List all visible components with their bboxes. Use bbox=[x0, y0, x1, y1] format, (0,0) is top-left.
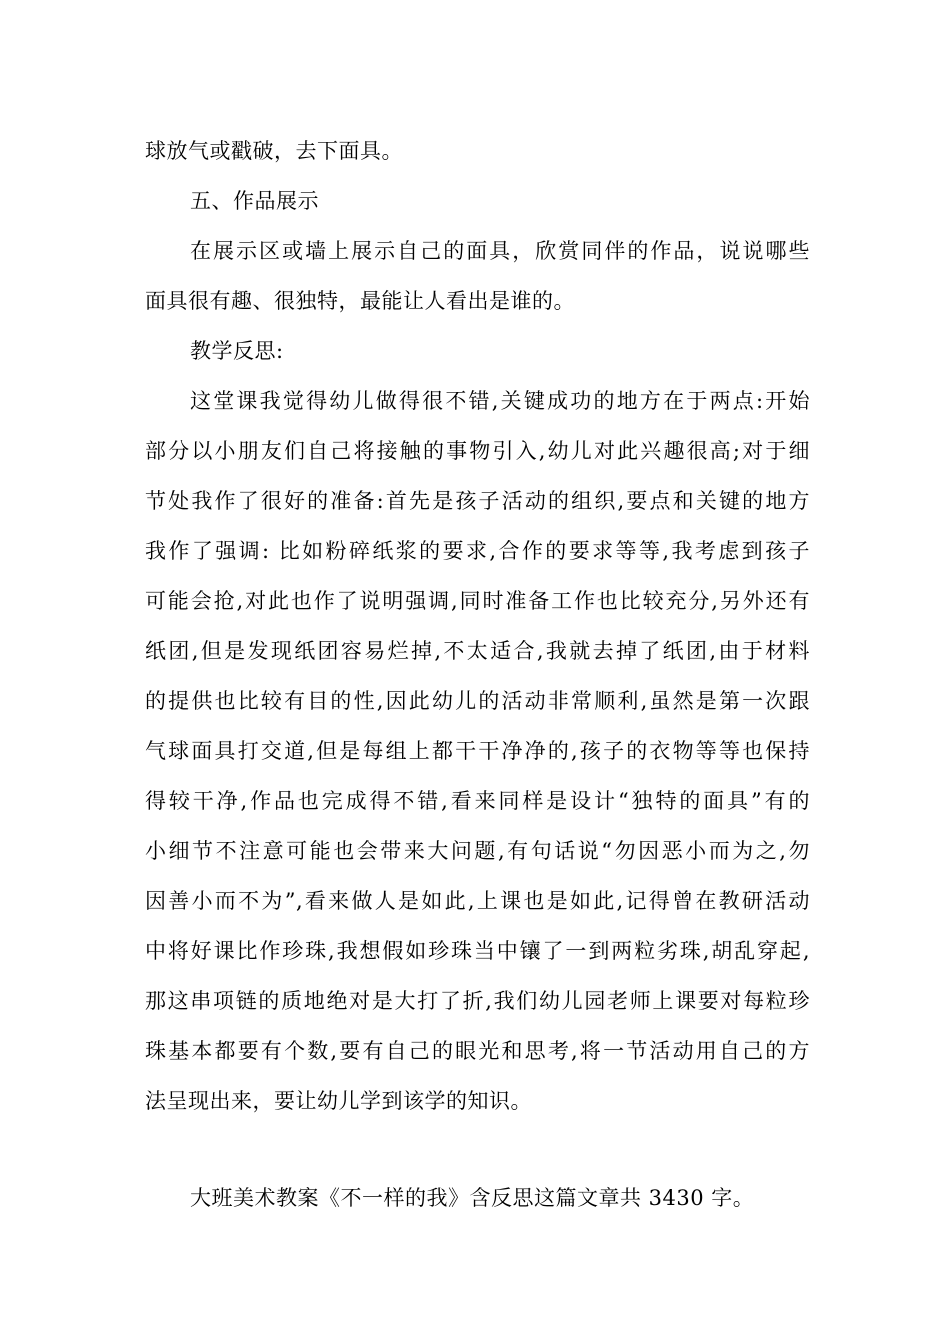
text-line-20: 法呈现出来，要让幼儿学到该学的知识。 bbox=[145, 1089, 532, 1113]
text-line-17: 中将好课比作珍珠,我想假如珍珠当中镶了一到两粒劣珠,胡乱穿起, bbox=[145, 939, 810, 963]
text-line-18: 那这串项链的质地绝对是大打了折,我们幼儿园老师上课要对每粒珍 bbox=[145, 989, 810, 1013]
text-line-13: 气球面具打交道,但是每组上都干干净净的,孩子的衣物等等也保持 bbox=[145, 739, 810, 763]
text-line-6: 这堂课我觉得幼儿做得很不错,关键成功的地方在于两点:开始 bbox=[190, 389, 810, 413]
text-line-8: 节处我作了很好的准备:首先是孩子活动的组织,要点和关键的地方 bbox=[145, 489, 810, 513]
text-line-14: 得较干净,作品也完成得不错,看来同样是设计“独特的面具”有的 bbox=[145, 789, 810, 813]
text-line-15: 小细节不注意可能也会带来大问题,有句话说“勿因恶小而为之,勿 bbox=[145, 839, 810, 863]
text-line-11: 纸团,但是发现纸团容易烂掉,不太适合,我就去掉了纸团,由于材料 bbox=[145, 639, 810, 663]
section-heading-reflection: 教学反思: bbox=[190, 339, 284, 363]
text-line-7: 部分以小朋友们自己将接触的事物引入,幼儿对此兴趣很高;对于细 bbox=[145, 439, 810, 463]
text-line-4: 面具很有趣、很独特，最能让人看出是谁的。 bbox=[145, 289, 575, 313]
section-heading-works-display: 五、作品展示 bbox=[190, 189, 319, 213]
text-line-1: 球放气或戳破，去下面具。 bbox=[145, 139, 403, 163]
text-line-16: 因善小而不为”,看来做人是如此,上课也是如此,记得曾在教研活动 bbox=[145, 889, 810, 913]
text-line-3: 在展示区或墙上展示自己的面具，欣赏同伴的作品，说说哪些 bbox=[190, 239, 810, 263]
text-line-10: 可能会抢,对此也作了说明强调,同时准备工作也比较充分,另外还有 bbox=[145, 589, 810, 613]
text-line-12: 的提供也比较有目的性,因此幼儿的活动非常顺利,虽然是第一次跟 bbox=[145, 689, 810, 713]
article-footer-note: 大班美术教案《不一样的我》含反思这篇文章共 3430 字。 bbox=[190, 1186, 755, 1210]
text-line-19: 珠基本都要有个数,要有自己的眼光和思考,将一节活动用自己的方 bbox=[145, 1039, 810, 1063]
text-line-9: 我作了强调: 比如粉碎纸浆的要求,合作的要求等等,我考虑到孩子 bbox=[145, 539, 810, 563]
